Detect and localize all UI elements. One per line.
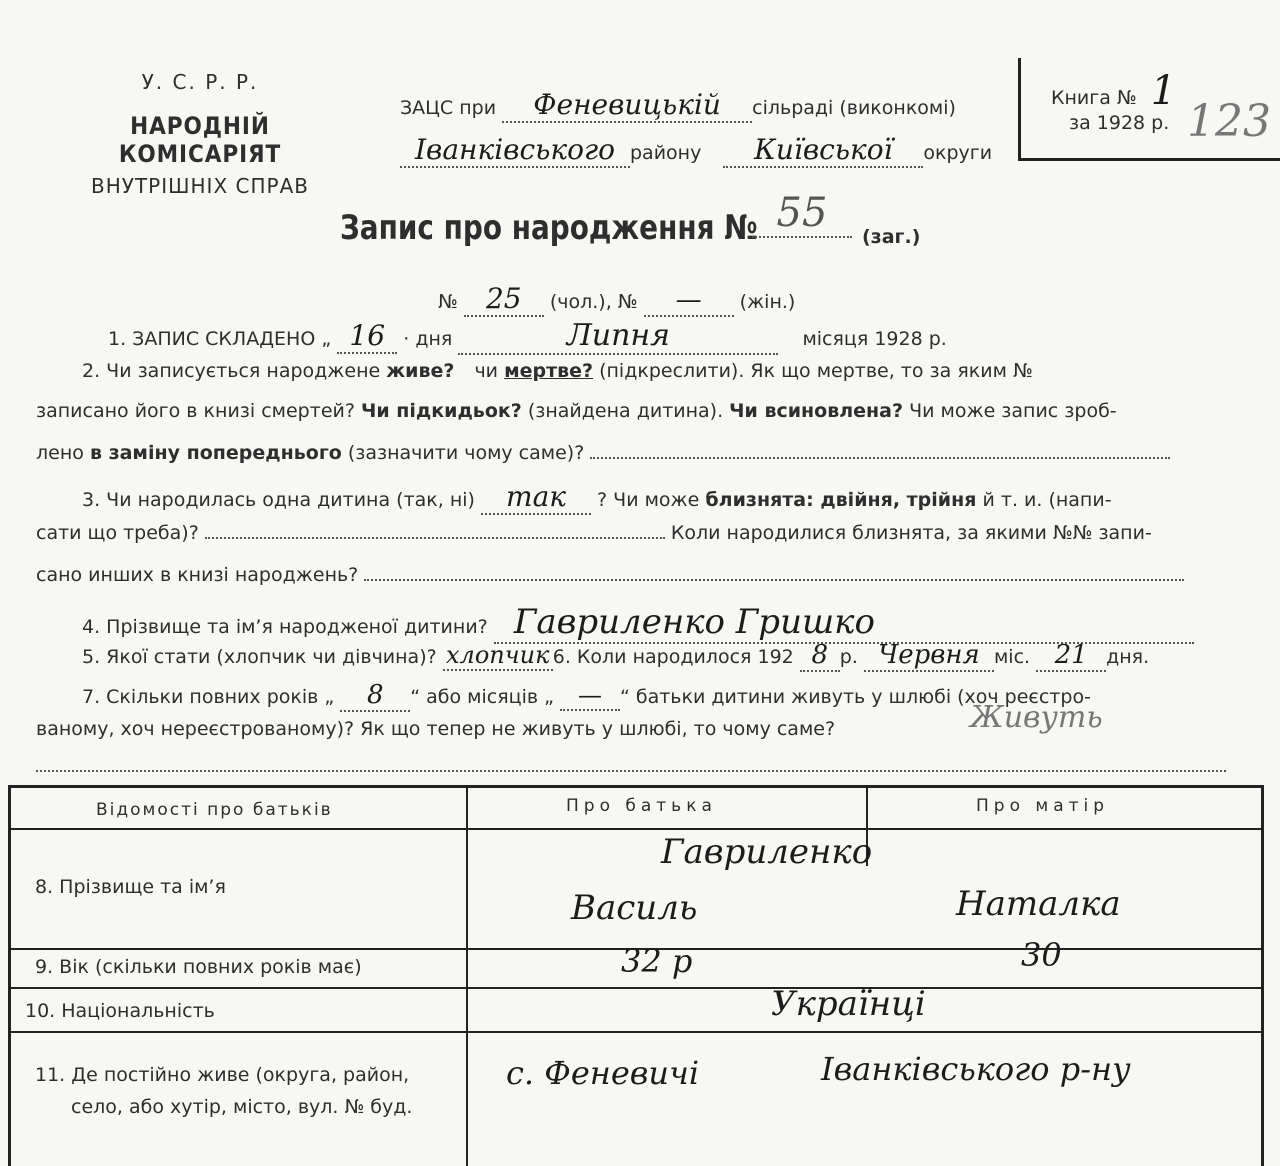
- q4-label: 4. Прізвище та ім’я народженої дитини?: [82, 616, 488, 638]
- district-hand: Іванківського: [400, 133, 630, 168]
- book-page-hand: 123: [1187, 96, 1271, 147]
- q2-blank: [590, 457, 1170, 459]
- q3-text-5: Коли народилися близнята, за якими №№ запи-: [670, 522, 1152, 544]
- record-title-text: Запис про народження №: [340, 208, 758, 248]
- q3-text-1: 3. Чи народилась одна дитина (так, ні): [82, 489, 475, 511]
- q3-text-3: й т. и. (напи-: [982, 489, 1112, 511]
- q2-text-1: 2. Чи записується народжене: [82, 360, 381, 382]
- q1-year-label: місяця 1928 р.: [802, 328, 947, 350]
- book-box: [1018, 58, 1280, 161]
- q3-answer-hand: так: [481, 480, 591, 515]
- table-row-divider-10: [11, 1031, 1261, 1033]
- q7-years-hand: 8: [340, 680, 410, 712]
- q3-twins: близнята: двійня, трійня: [705, 489, 977, 511]
- book-number-hand: 1: [1150, 68, 1177, 114]
- q2-text-2: (підкреслити). Як що мертве, то за яким №: [599, 360, 1033, 382]
- record-title: [340, 208, 758, 248]
- q4-answer-hand: Гавриленко Гришко: [494, 602, 1194, 644]
- q5-label: 5. Якої стати (хлопчик чи дівчина)?: [82, 646, 437, 668]
- row10-label: 10. Національність: [25, 1000, 215, 1022]
- okrug-suffix: округи: [923, 142, 993, 164]
- row9-mother-hand: 30: [1021, 936, 1062, 974]
- question-7-line-2: [36, 718, 835, 740]
- organization-header: [40, 70, 360, 198]
- table-header-info: Відомості про батьків: [96, 800, 333, 820]
- q3-blank-2: [364, 579, 1184, 581]
- q2-live: живе?: [386, 360, 455, 382]
- okrug-hand: Київської: [723, 133, 923, 168]
- record-title-suffix: (заг.): [862, 226, 921, 248]
- question-3-line-1: [82, 480, 1112, 515]
- q7-text-1: 7. Скільки повних років „: [82, 686, 335, 708]
- row8-label: 8. Прізвище та ім’я: [35, 876, 226, 898]
- q3-blank-1: [205, 537, 665, 539]
- q2-adopted: Чи всиновлена?: [729, 400, 904, 422]
- q2-text-7: (зазначити чому саме)?: [347, 442, 585, 464]
- question-7-line-1: [82, 680, 1091, 712]
- question-2-line-1: [82, 360, 1033, 382]
- question-2-line-3: [36, 442, 1170, 464]
- book-year-line: [1069, 112, 1169, 134]
- q7-answer-hand: Живуть: [970, 700, 1103, 735]
- female-suffix: (жін.): [739, 291, 796, 313]
- district-suffix: району: [630, 142, 702, 164]
- row8-surname-hand: Гавриленко: [661, 832, 873, 872]
- q1-day-label: · дня: [403, 328, 453, 350]
- q1-label: 1. ЗАПИС СКЛАДЕНО „: [108, 328, 332, 350]
- q6-month-hand: Червня: [864, 640, 994, 672]
- male-suffix: (чол.), №: [549, 291, 638, 313]
- q2-or: чи: [474, 360, 499, 382]
- row11-label-2: село, або хутір, місто, вул. № буд.: [71, 1096, 413, 1118]
- q7-blank: [36, 770, 1226, 772]
- parents-table: [8, 785, 1264, 1166]
- book-year-label: за 1928 р.: [1069, 112, 1170, 134]
- row11-label-1: 11. Де постійно живе (округа, район,: [35, 1064, 410, 1086]
- q5-answer-hand: хлопчик: [443, 641, 553, 671]
- table-col-divider-1: [466, 788, 468, 1166]
- q7-months-hand: —: [560, 681, 620, 711]
- q2-dead: мертве?: [504, 360, 594, 382]
- row11-hand-b: Іванківського р-ну: [821, 1050, 1131, 1088]
- table-row-divider-9: [11, 987, 1261, 989]
- village-council-hand: Феневицькій: [502, 88, 752, 123]
- q6-r: р.: [839, 646, 858, 668]
- q7-text-2: “ або місяців „: [410, 686, 554, 708]
- table-header-mother: Про матір: [976, 796, 1110, 816]
- row8-father-hand: Василь: [571, 888, 698, 928]
- q2-text-5: Чи може запис зроб-: [909, 400, 1117, 422]
- department-label: ВНУТРІШНІХ СПРАВ: [91, 174, 309, 198]
- row9-father-hand: 32 р: [621, 942, 693, 980]
- commissariat-label: НАРОДНІЙ КОМІСАРІЯТ: [118, 112, 282, 168]
- table-header-father: Про батька: [566, 796, 717, 816]
- question-3-line-2: [36, 522, 1152, 544]
- q6-label: 6. Коли народилося 192: [552, 646, 794, 668]
- male-number-hand: 25: [464, 282, 544, 317]
- record-sub-numbers: [438, 282, 795, 317]
- record-number-hand: 55: [752, 190, 852, 238]
- q2-foundling: Чи підкидьок?: [360, 400, 522, 422]
- zags-prefix: ЗАЦС при: [400, 97, 497, 119]
- book-number-line: [1051, 68, 1176, 114]
- q2-replace: в заміну попереднього: [89, 442, 342, 464]
- question-1: [108, 318, 947, 355]
- q3-text-4: сати що треба)?: [36, 522, 199, 544]
- q6-mis: міс.: [993, 646, 1031, 668]
- zags-line: [400, 88, 956, 123]
- row10-hand: Українці: [771, 984, 926, 1024]
- q2-text-4: (знайдена дитина).: [527, 400, 724, 422]
- q1-day-hand: 16: [337, 319, 397, 354]
- q3-text-6: сано инших в книзі народжень?: [36, 564, 359, 586]
- q6-day-hand: 21: [1036, 640, 1106, 672]
- male-no-label: №: [438, 291, 458, 313]
- q2-text-3: записано його в книзі смертей?: [36, 400, 355, 422]
- question-3-line-3: [36, 564, 1184, 586]
- district-line: [400, 133, 992, 168]
- row9-label: 9. Вік (скільки повних років має): [35, 956, 362, 978]
- question-5-6: [82, 640, 1149, 672]
- question-2-line-2: [36, 400, 1117, 422]
- female-number-hand: —: [644, 285, 734, 317]
- q7-text-3: “ батьки дитини живуть у шлюбі (хоч реєстро-: [620, 686, 1091, 708]
- republic-label: У. С. Р. Р.: [141, 70, 259, 94]
- row11-hand-a: с. Феневичі: [506, 1054, 700, 1092]
- q7-text-4: ваному, хоч нереєстрованому)? Як що тепер не живуть у шлюбі, то чому саме?: [36, 718, 836, 740]
- village-council-suffix: сільраді (виконкомі): [752, 97, 956, 119]
- table-row-divider-header: [11, 828, 1261, 830]
- book-label: Книга №: [1051, 87, 1137, 109]
- q6-dnia: дня.: [1106, 646, 1150, 668]
- question-4: [82, 602, 1194, 644]
- row8-mother-hand: Наталка: [956, 884, 1121, 924]
- q6-year-hand: 8: [800, 640, 840, 672]
- q3-text-2: ? Чи може: [597, 489, 700, 511]
- q1-month-hand: Липня: [458, 318, 778, 355]
- q2-text-6: лено: [36, 442, 84, 464]
